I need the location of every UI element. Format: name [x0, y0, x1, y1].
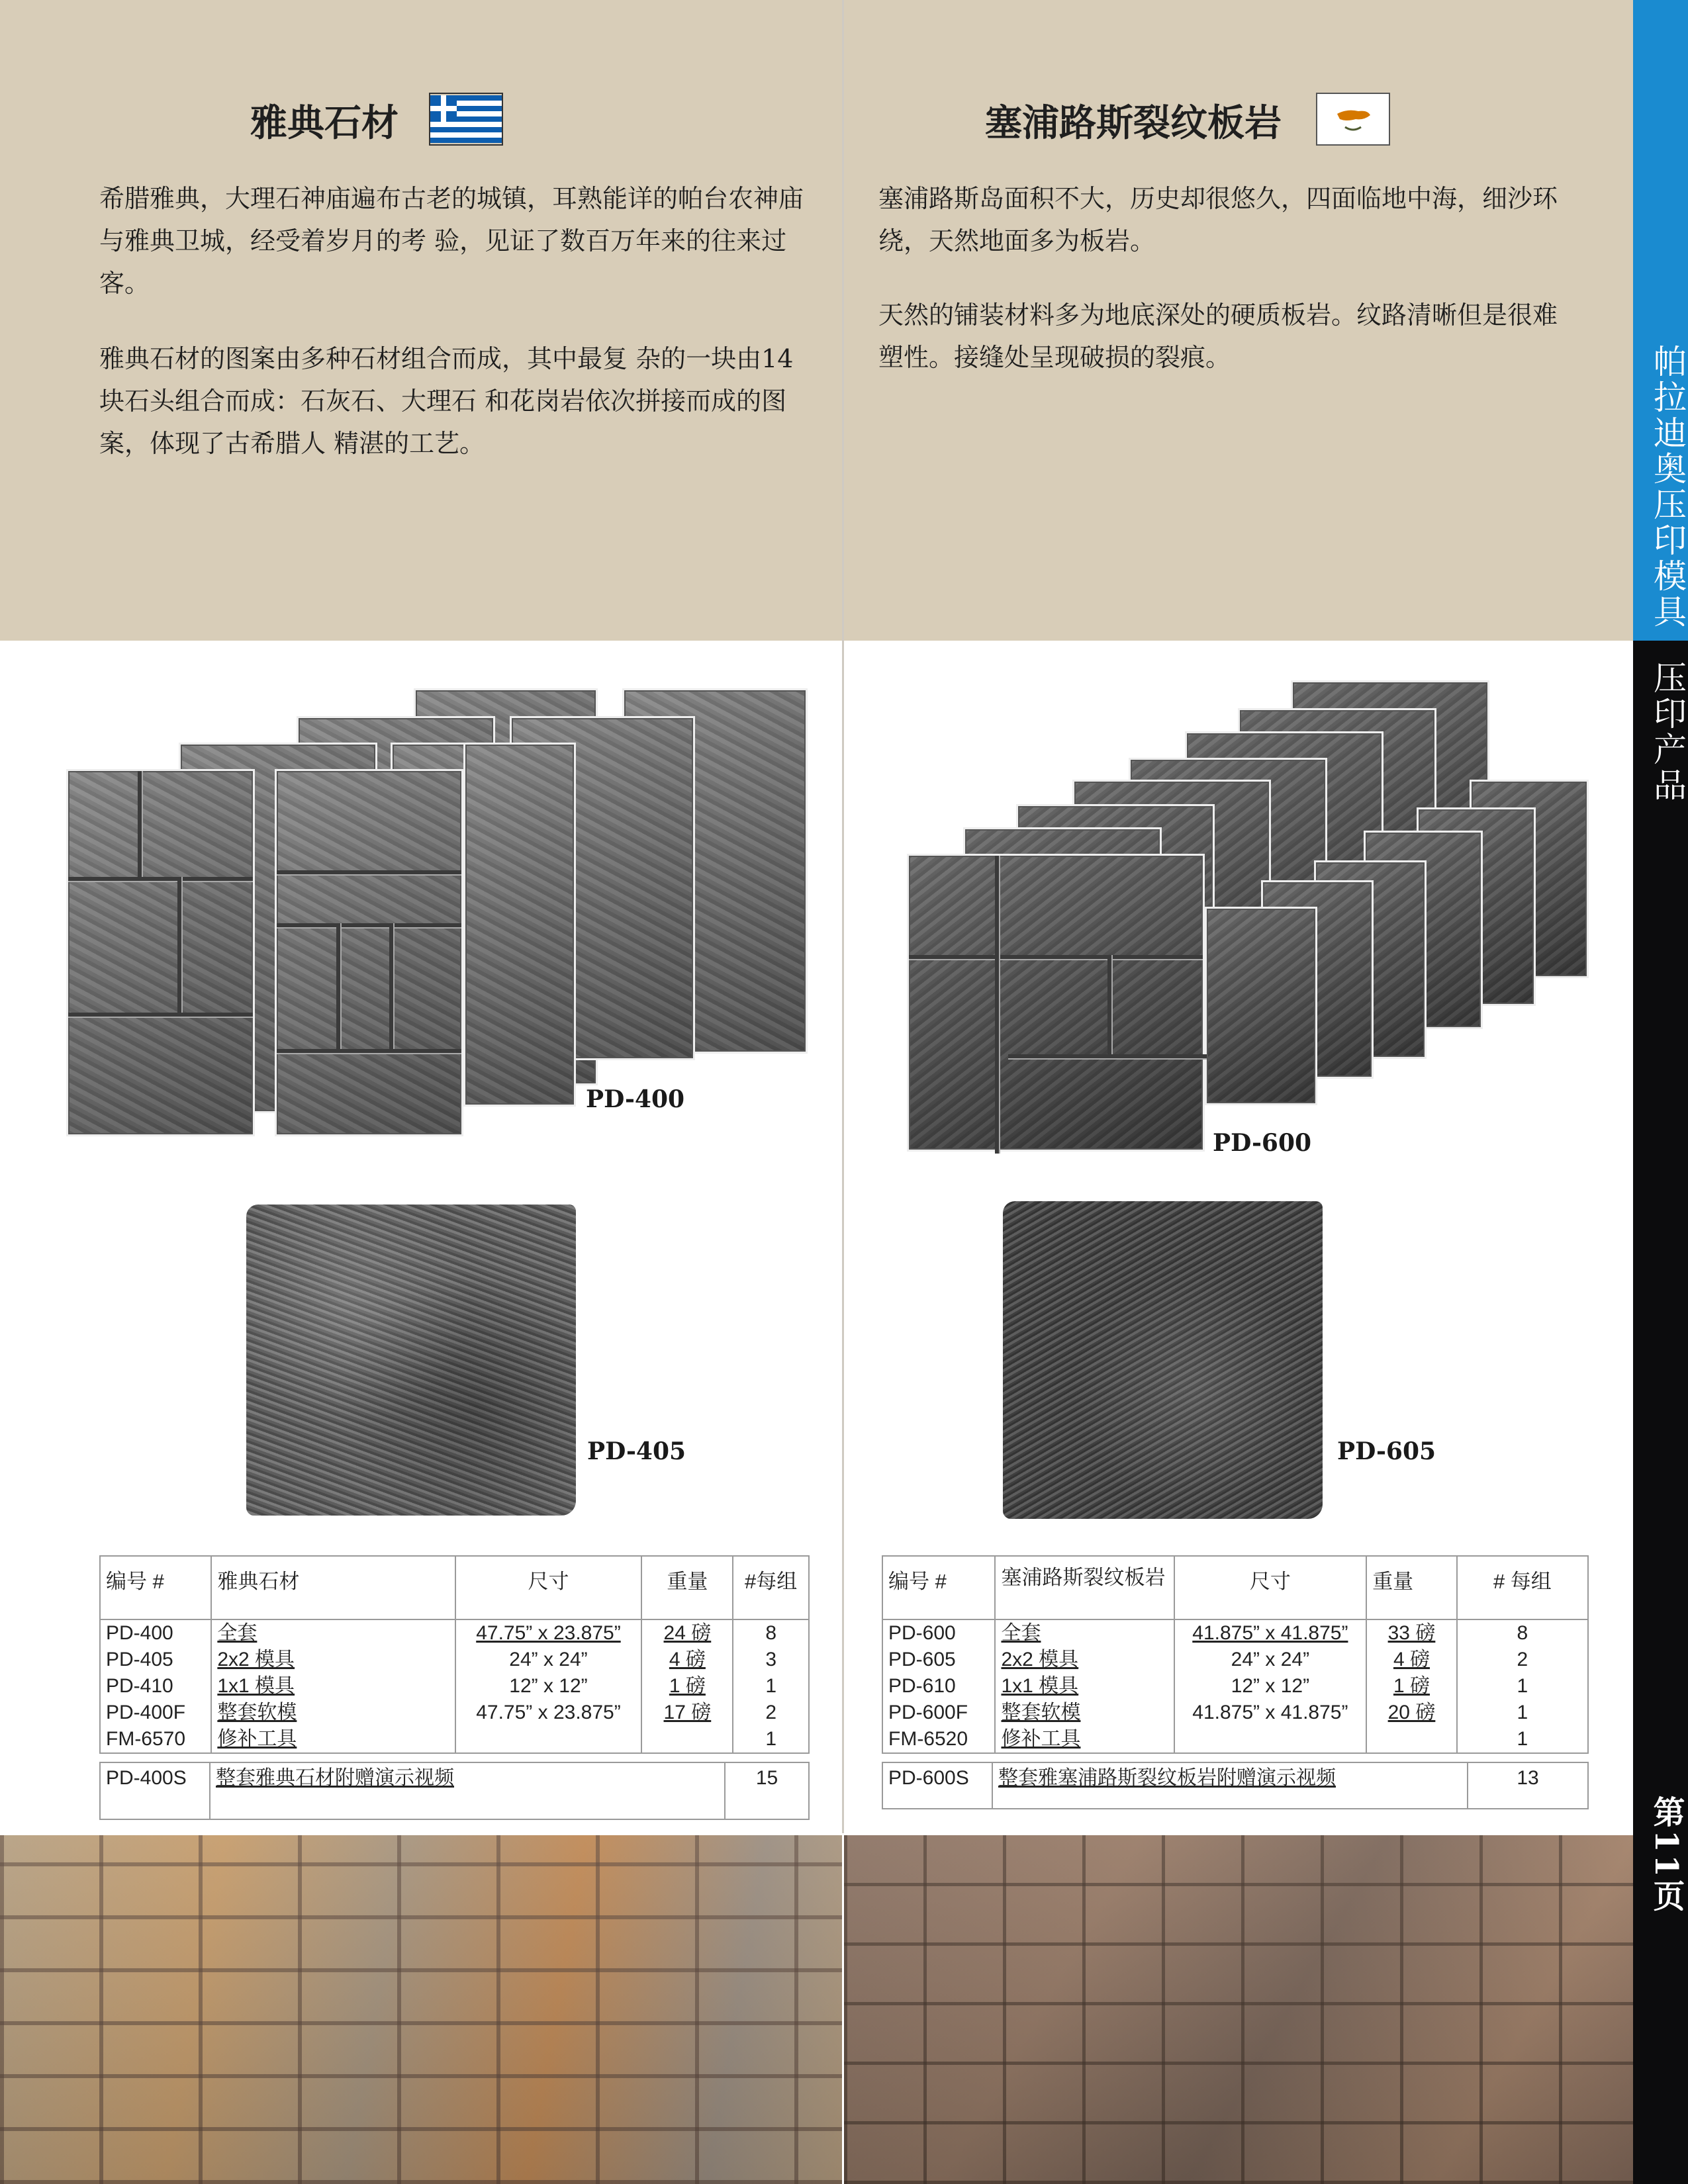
athens-bundle-table — [99, 1762, 810, 1820]
athens-paving-photo — [0, 1835, 842, 2184]
table-row: PD-605 2x2 模具 24” x 24” 4 磅 2 — [882, 1647, 1588, 1673]
pd-605-texture-image — [1003, 1201, 1323, 1519]
cyprus-flag-icon — [1316, 93, 1390, 146]
sidebar-blue-tab — [1633, 0, 1688, 641]
table-header: #每组 — [733, 1556, 809, 1619]
cyprus-paving-photo — [844, 1835, 1633, 2184]
table-header: 尺寸 — [455, 1556, 642, 1619]
table-row: PD-600F 整套软模 41.875” x 41.875” 20 磅 1 — [882, 1700, 1588, 1726]
table-row: PD-610 1x1 模具 12” x 12” 1 磅 1 — [882, 1673, 1588, 1700]
athens-title: 雅典石材 — [250, 102, 399, 145]
athens-pattern-description: 雅典石材的图案由多种石材组合而成，其中最复 杂的一块由14块石头组合而成：石灰石、大理石 和花岗岩依次拼接而成的图案，体现了古希腊人 精湛的工艺。 — [99, 344, 794, 458]
cyprus-spec-table — [882, 1555, 1589, 1754]
table-row: PD-600 全套 41.875” x 41.875” 33 磅 8 — [882, 1619, 1588, 1647]
table-header: 重量 — [1366, 1556, 1457, 1619]
table-header: 编号 # — [882, 1556, 995, 1619]
greece-flag-icon — [429, 93, 503, 146]
table-header: # 每组 — [1457, 1556, 1588, 1619]
pd-400-label: PD-400 — [586, 1085, 685, 1113]
table-row: PD-400S 整套雅典石材附赠演示视频 15 — [100, 1762, 809, 1819]
table-row: PD-400F 整套软模 47.75” x 23.875” 17 磅 2 — [100, 1700, 809, 1726]
athens-spec-table — [99, 1555, 810, 1754]
table-row: FM-6520 修补工具 1 — [882, 1726, 1588, 1753]
table-header: 塞浦路斯裂纹板岩 — [995, 1556, 1174, 1619]
table-row: PD-400 全套 47.75” x 23.875” 24 磅 8 — [100, 1619, 809, 1647]
table-row: FM-6570 修补工具 1 — [100, 1726, 809, 1753]
sidebar-section-title: 帕拉迪奥压印模具 — [1648, 344, 1687, 630]
table-header: 尺寸 — [1174, 1556, 1367, 1619]
table-row: PD-405 2x2 模具 24” x 24” 4 磅 3 — [100, 1647, 809, 1673]
cyprus-title: 塞浦路斯裂纹板岩 — [985, 102, 1282, 145]
table-row: PD-600S 整套雅塞浦路斯裂纹板岩附赠演示视频 13 — [882, 1762, 1588, 1809]
sidebar-black-tab — [1633, 641, 1688, 2184]
pd-605-label: PD-605 — [1337, 1437, 1436, 1465]
sidebar-category: 压印产品 — [1648, 660, 1687, 803]
table-header: 雅典石材 — [211, 1556, 455, 1619]
table-header: 重量 — [641, 1556, 733, 1619]
cyprus-material-description: 天然的铺装材料多为地底深处的硬质板岩。纹路清晰但是很难塑性。接缝处呈现破损的裂痕。 — [878, 300, 1558, 372]
page-number: 第11页 — [1648, 1796, 1685, 1914]
pd-405-texture-image — [246, 1205, 576, 1516]
pd-600-label: PD-600 — [1213, 1129, 1312, 1157]
table-row: PD-410 1x1 模具 12” x 12” 1 磅 1 — [100, 1673, 809, 1700]
athens-intro: 希腊雅典，大理石神庙遍布古老的城镇，耳熟能详的帕台农神庙与雅典卫城，经受着岁月的考 验，见证了数百万年来的往来过客。 — [99, 184, 804, 298]
cyprus-intro: 塞浦路斯岛面积不大，历史却很悠久，四面临地中海，细沙环绕，天然地面多为板岩。 — [878, 184, 1558, 255]
column-divider — [842, 0, 844, 1833]
pd-405-label: PD-405 — [587, 1437, 686, 1465]
cyprus-bundle-table — [882, 1762, 1589, 1809]
table-header: 编号 # — [100, 1556, 211, 1619]
